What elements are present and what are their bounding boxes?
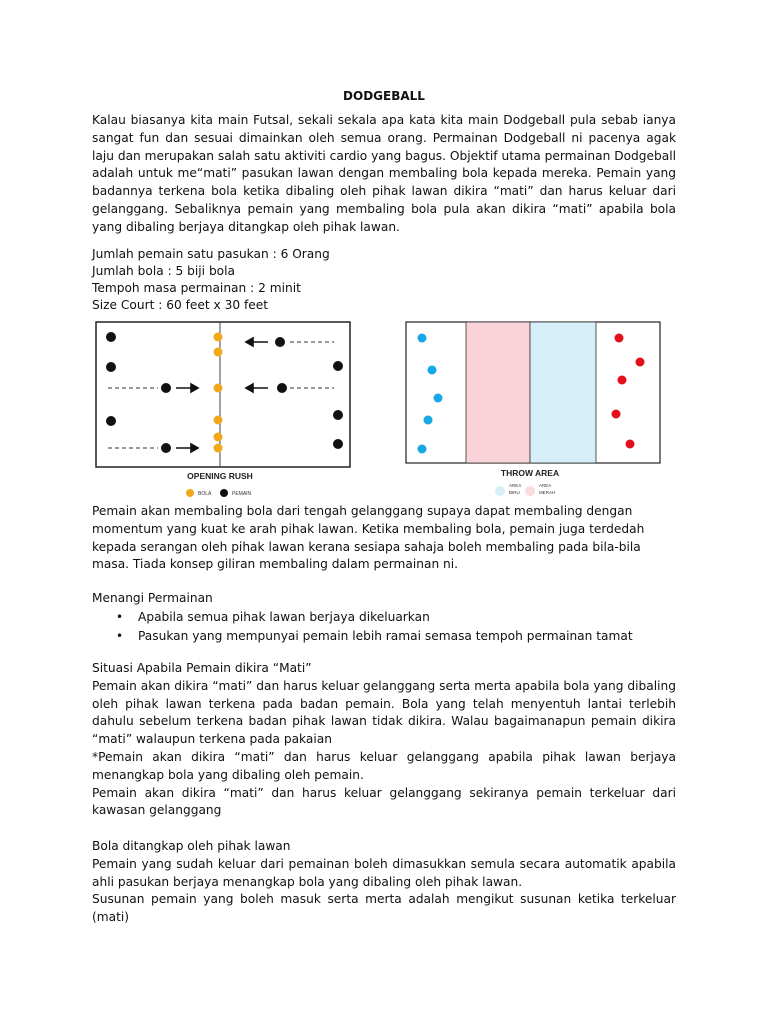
menangi-heading: Menangi Permainan <box>92 591 213 605</box>
legend-blue-label2: BIRU <box>509 490 520 495</box>
throw-area-caption: THROW AREA <box>500 468 560 478</box>
intro-paragraph: Kalau biasanya kita main Futsal, sekali sekala apa kata kita main Dodgeball pula sebab ianya sangat fun dan sesuai dimainkan oleh semua orang. Permainan Dodgeball ni pacenya agak laju dan merupakan salah satu aktiviti cardio yang bagus. Objektif utama permainan Dodgeball adalah untuk me“mati” pasukan lawan dengan membaling bola kepada mereka. Pemain yang badannya terkena bola ketika dibaling oleh pihak lawan dikira “mati” dan harus keluar dari gelanggang. Sebaliknya pemain yang membaling bola pula akan dikira “mati” apabila bola yang dibaling berjaya ditangkap oleh pihak lawan. <box>92 113 676 234</box>
ball <box>214 416 223 425</box>
player <box>424 416 433 425</box>
situasi-paragraph-1: Pemain akan dikira “mati” dan harus keluar gelanggang serta merta apabila bola yang dibaling oleh pihak lawan terkena pada badan pemain. Bola yang telah menyentuh lantai terlebih dahulu sebelum terkena badan pihak lawan tidak dikira. Walau bagaimanapun pemain dikira “mati” walaupun terkena pada pakaian <box>92 678 676 747</box>
legend-blue-label1: AREA <box>509 483 522 488</box>
spec-players: Jumlah pemain satu pasukan : 6 Orang <box>92 247 330 261</box>
player <box>626 440 635 449</box>
player <box>106 362 116 372</box>
spec-court-size: Size Court : 60 feet x 30 feet <box>92 298 269 312</box>
throw-area-diagram <box>404 320 666 502</box>
player <box>434 394 443 403</box>
legend-player-label: PEMAIN <box>232 491 252 497</box>
player <box>275 337 285 347</box>
player <box>418 445 427 454</box>
legend-red-label1: AREA <box>539 483 552 488</box>
bola-heading: Bola ditangkap oleh pihak lawan <box>92 839 291 853</box>
spec-duration: Tempoh masa permainan : 2 minit <box>92 281 301 295</box>
page-title: DODGEBALL <box>343 89 425 103</box>
player <box>615 334 624 343</box>
blue-area <box>530 322 596 463</box>
situasi-paragraph-3: Pemain akan dikira “mati” dan harus keluar gelanggang sekiranya pemain terkeluar dari kawasan gelanggang <box>92 785 676 818</box>
situasi-paragraph-2: *Pemain akan dikira “mati” dan harus keluar gelanggang apabila pihak lawan berjaya menangkap bola yang dibaling oleh pemain. <box>92 749 676 782</box>
player <box>418 334 427 343</box>
section-bola <box>92 838 676 927</box>
opening-rush-diagram <box>94 320 354 502</box>
spec-balls: Jumlah bola : 5 biji bola <box>92 264 235 278</box>
list-item: • Apabila semua pihak lawan berjaya dikeluarkan <box>92 608 676 627</box>
player <box>161 443 171 453</box>
section-situasi <box>92 660 676 820</box>
player <box>161 383 171 393</box>
player <box>636 358 645 367</box>
legend-red-label2: MERAH <box>539 490 556 495</box>
court-outline <box>96 322 350 467</box>
court-diagrams <box>92 320 676 500</box>
ball <box>214 444 223 453</box>
after-diagram-paragraph: Pemain akan membaling bola dari tengah gelanggang supaya dapat membaling dengan momentum yang kuat ke arah pihak lawan. Ketika membaling bola, pemain juga terdedah kepada serangan oleh pihak lawan kerana sesiapa sahaja boleh membaling pada bila-bila masa. Tiada konsep giliran membaling dalam permainan ni. <box>92 504 645 572</box>
red-area <box>466 322 530 463</box>
ball <box>214 384 223 393</box>
player <box>618 376 627 385</box>
opening-rush-caption: OPENING RUSH <box>187 471 253 481</box>
player <box>333 361 343 371</box>
player <box>106 332 116 342</box>
player <box>333 439 343 449</box>
ball <box>214 433 223 442</box>
bola-paragraph-1: Pemain yang sudah keluar dari pemainan boleh dimasukkan semula secara automatik apabila ahli pasukan berjaya menangkap bola yang dibaling oleh pihak lawan. <box>92 856 676 889</box>
game-specs <box>92 246 676 314</box>
bola-paragraph-2: Susunan pemain yang boleh masuk serta merta adalah mengikut susunan ketika terkeluar (mati) <box>92 892 676 925</box>
section-menangi <box>92 589 676 646</box>
player <box>106 416 116 426</box>
legend-ball-swatch <box>186 489 194 497</box>
legend-red-swatch <box>525 486 535 496</box>
menangi-list <box>92 608 676 646</box>
ball <box>214 348 223 357</box>
bullet-icon: • <box>116 610 124 624</box>
player <box>612 410 621 419</box>
player <box>428 366 437 375</box>
list-item: • Pasukan yang mempunyai pemain lebih ramai semasa tempoh permainan tamat <box>92 627 676 646</box>
legend-blue-swatch <box>495 486 505 496</box>
situasi-heading: Situasi Apabila Pemain dikira “Mati” <box>92 661 312 675</box>
player <box>333 410 343 420</box>
bullet-icon: • <box>116 629 124 643</box>
legend-player-swatch <box>220 489 228 497</box>
ball <box>214 333 223 342</box>
player <box>277 383 287 393</box>
legend-ball-label: BOLA <box>198 491 212 497</box>
